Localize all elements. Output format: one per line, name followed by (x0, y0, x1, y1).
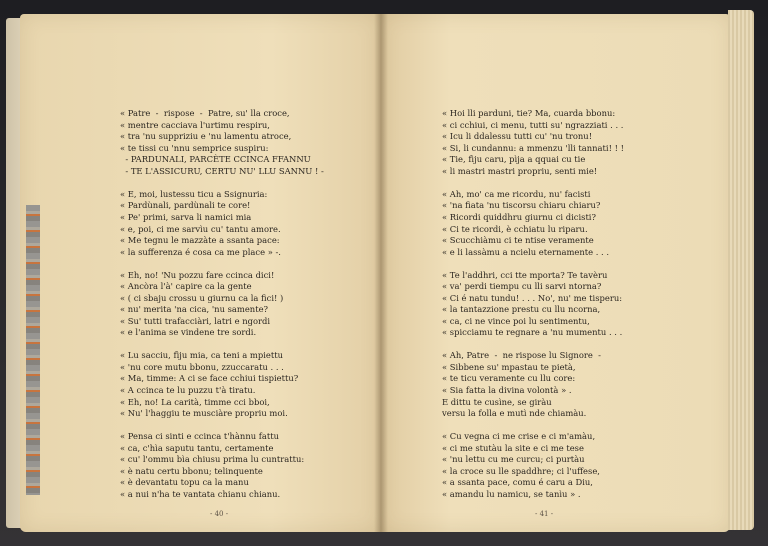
verse-line: « Hoi lli parduni, tie? Ma, cuarda bbonu: (442, 108, 616, 118)
verse-line: - PARDUNALI, PARCÈTE CCINCA FFANNU (120, 154, 311, 165)
stanza (442, 108, 624, 178)
verse-line: « a ssanta pace, comu é caru a Diu, (442, 477, 593, 488)
verse-line: « Ci te ricordi, è cchiatu lu riparu. (442, 223, 588, 234)
verse-line: - TE L'ASSICURU, CERTU NU' LLU SANNU ! - (120, 165, 324, 176)
verse-line: « Lu sacciu, fìju mia, ca teni a mpiettu (120, 350, 283, 361)
verse-line: « Ricordi quiddhru giurnu ci dicisti? (442, 211, 596, 222)
stanza (442, 189, 624, 259)
verse-line: « li mastri mastri propriu, senti mie! (442, 165, 598, 176)
stanza (120, 431, 324, 501)
verse-line: « mentre cacciava l'urtimu respiru, (120, 119, 270, 130)
verse-line: « Icu li ddalessu tutti cu' 'nu tronu! (442, 131, 593, 142)
stanza (120, 270, 324, 340)
verse-line: « ca, c'hìa saputu tantu, certamente (120, 442, 274, 453)
stanza (120, 108, 324, 178)
verse-line: « ci me stutàu la site e ci me tese (442, 442, 584, 453)
verse-line: E dittu te cusìne, se giràu (442, 396, 552, 407)
verse-line: « e li lassàmu a ncielu eternamente . . . (442, 246, 610, 257)
verse-line: « cu' l'ommu bìa chiusu prima lu cuntrattu: (120, 454, 305, 465)
verse-line: « Pe' primi, sarva li namici mia (120, 211, 252, 222)
verse-line: « Me tegnu le mazzàte a ssanta pace: (120, 235, 280, 246)
verse-line: « te tissi cu 'nnu semprice suspiru: (120, 142, 269, 153)
verse-line: « tra 'nu suppriziu e 'nu lamentu atroce, (120, 131, 292, 142)
right-page-number: - 41 - (535, 510, 554, 518)
verse-line: « Su' tutti trafacciàri, latri e ngordi (120, 315, 271, 326)
verse-line: « Eh, no! 'Nu pozzu fare ccinca dici! (120, 269, 275, 280)
verse-line: « la tantazzione prestu cu llu ncorna, (442, 304, 601, 315)
verse-line: « Ma, timme: A ci se face cchiui tispiettu? (120, 373, 299, 384)
verse-line: « Patre - rispose - Patre, su' lla croce, (120, 108, 290, 118)
verse-line: « spicciamu te regnare a 'nu mumentu . . . (442, 327, 623, 338)
page-stack-edge (728, 10, 754, 530)
verse-line: « a nui n'ha te vantata chianu chianu. (120, 488, 281, 499)
verse-line: « Ah, Patre - ne rispose lu Signore - (442, 350, 601, 361)
verse-line: versu la folla e mutì nde chiamàu. (442, 408, 587, 419)
stanza (442, 350, 624, 420)
verse-line: « 'nu lettu cu me curcu; ci purtàu (442, 454, 585, 465)
verse-line: « Scucchiàmu ci te ntise veramente (442, 235, 594, 246)
stanza (120, 189, 324, 259)
verse-line: « la croce su lle spaddhre; ci l'uffese, (442, 465, 600, 476)
book-gutter (374, 14, 388, 532)
verse-line: « Pensa ci sinti e ccinca t'hànnu fattu (120, 431, 279, 441)
verse-line: « Sibbene su' mpastau te pietà, (442, 361, 576, 372)
verse-line: « ci cchiui, ci menu, tutti su' ngrazziati . . . (442, 119, 624, 130)
verse-line: « Tie, fìju caru, pìja a qquai cu tie (442, 154, 586, 165)
verse-line: « amandu lu namicu, se tanìu » . (442, 488, 581, 499)
stanza (442, 431, 624, 501)
stanza (120, 350, 324, 420)
verse-line: « te ticu veramente cu llu core: (442, 373, 576, 384)
verse-line: « Sia fatta la divina volontà » . (442, 385, 572, 396)
verse-line: « Te l'addhri, cci tte mporta? Te tavèru (442, 269, 608, 280)
verse-line: « E, moi, lustessu ticu a Ssignuria: (120, 188, 268, 199)
bookmark-ribbon (26, 205, 40, 495)
verse-line: « ca, ci ne vince poi lu sentimentu, (442, 315, 590, 326)
verse-line: « Si, li cundannu: a mmenzu 'lli tannati! ! ! (442, 142, 625, 153)
left-page (20, 14, 380, 532)
verse-line: « 'na fiata 'nu tiscorsu chiaru chiaru? (442, 200, 601, 211)
verse-line: « e, poi, ci me sarvìu cu' tantu amore. (120, 223, 281, 234)
left-poem (120, 108, 324, 512)
verse-line: « 'nu core mutu bbonu, zzuccaratu . . . (120, 361, 284, 372)
right-page (380, 14, 730, 532)
verse-line: « la sufferenza é cosa ca me place » -. (120, 246, 281, 257)
verse-line: « Nu' l'haggiu te musciàre propriu moi. (120, 408, 288, 419)
verse-line: « va' perdi tiempu cu lli sarvi ntorna? (442, 281, 602, 292)
stanza (442, 270, 624, 340)
verse-line: « Ci é natu tundu! . . . No', nu' me tisperu: (442, 292, 623, 303)
verse-line: « è natu certu bbonu; telinquente (120, 465, 263, 476)
verse-line: « nu' merita 'na cica, 'nu samente? (120, 304, 269, 315)
verse-line: « Eh, no! La carità, timme cci bboi, (120, 396, 270, 407)
verse-line: « Cu vegna ci me crise e ci m'amàu, (442, 431, 596, 441)
right-poem (442, 108, 624, 512)
verse-line: « è devantatu topu ca la manu (120, 477, 249, 488)
verse-line: « e l'anima se vindene tre sordi. (120, 327, 257, 338)
verse-line: « A ccinca te lu puzzu t'à tiratu. (120, 385, 256, 396)
verse-line: « Ancòra l'à' capire ca la gente (120, 281, 252, 292)
verse-line: « ( ci sbaju crossu u giurnu ca la fici! ) (120, 292, 284, 303)
verse-line: « Ah, mo' ca me ricordu, nu' facisti (442, 188, 591, 199)
verse-line: « Pardùnali, pardùnali te core! (120, 200, 251, 211)
left-page-number: - 40 - (210, 510, 229, 518)
